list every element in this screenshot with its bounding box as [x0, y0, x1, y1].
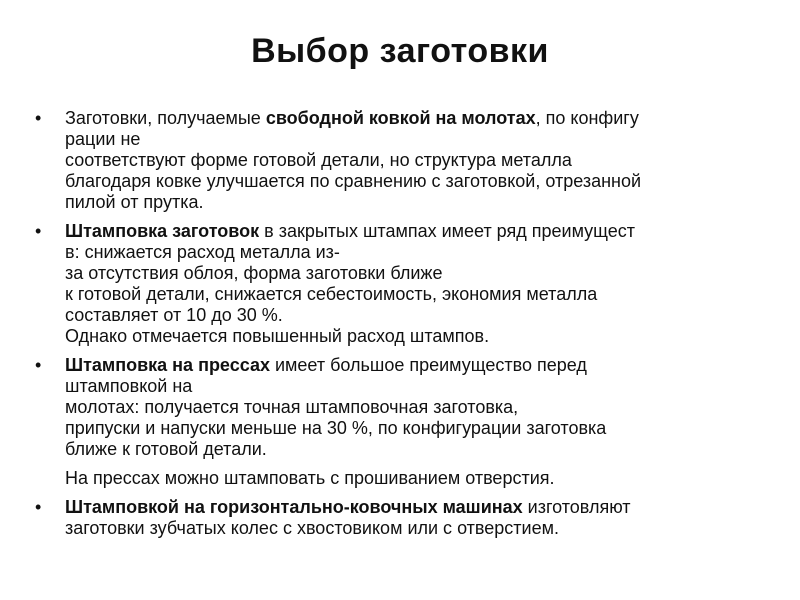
- bullet-item: [35, 497, 775, 539]
- text-line: штамповкой на: [65, 376, 193, 396]
- bullet-list: [35, 108, 775, 547]
- bullet-item: [35, 355, 775, 460]
- continuation-paragraph: [35, 468, 775, 489]
- bullet-item: [35, 221, 775, 347]
- bold-text: Штамповка на прессах: [65, 355, 270, 375]
- text-line: заготовки зубчатых колес с хвостовиком или с отверстием.: [65, 518, 559, 538]
- text-line: за отсутствия облоя, форма заготовки ближе: [65, 263, 443, 283]
- text-run: , по конфигу: [535, 108, 639, 128]
- bullet-marker: •: [35, 221, 42, 241]
- text-run: Заготовки, получаемые: [65, 108, 266, 128]
- text-line: На прессах можно штамповать с прошиванием отверстия.: [65, 468, 555, 488]
- text-line: пилой от прутка.: [65, 192, 204, 212]
- text-run: имеет большое преимущество перед: [269, 355, 587, 375]
- bullet-marker: •: [35, 108, 42, 128]
- bullet-item: [35, 108, 775, 213]
- text-line: [65, 355, 775, 376]
- text-line: в: снижается расход металла из-: [65, 242, 340, 262]
- text-line: [65, 221, 775, 242]
- text-line: составляет от 10 до 30 %.: [65, 305, 283, 325]
- text-line: Однако отмечается повышенный расход штампов.: [65, 326, 490, 346]
- slide-title: Выбор заготовки: [251, 32, 549, 70]
- bullet-marker: •: [35, 355, 42, 375]
- text-line: [65, 497, 775, 518]
- bold-text: Штамповка заготовок: [65, 221, 260, 241]
- text-line: к готовой детали, снижается себестоимость, экономия металла: [65, 284, 598, 304]
- text-line: соответствуют форме готовой детали, но структура металла: [65, 150, 572, 170]
- text-run: в закрытых штампах имеет ряд преимущест: [259, 221, 636, 241]
- bullet-marker: •: [35, 497, 42, 517]
- text-line: благодаря ковке улучшается по сравнению с заготовкой, отрезанной: [65, 171, 642, 191]
- bold-text: свободной ковкой на молотах: [265, 108, 536, 128]
- text-line: припуски и напуски меньше на 30 %, по конфигурации заготовка: [65, 418, 607, 438]
- text-run: изготовляют: [522, 497, 631, 517]
- text-line: рации не: [65, 129, 141, 149]
- bold-text: Штамповкой на горизонтально-ковочных машинах: [65, 497, 523, 517]
- text-line: [65, 108, 775, 129]
- text-line: ближе к готовой детали.: [65, 439, 267, 459]
- text-line: молотах: получается точная штамповочная заготовка,: [65, 397, 519, 417]
